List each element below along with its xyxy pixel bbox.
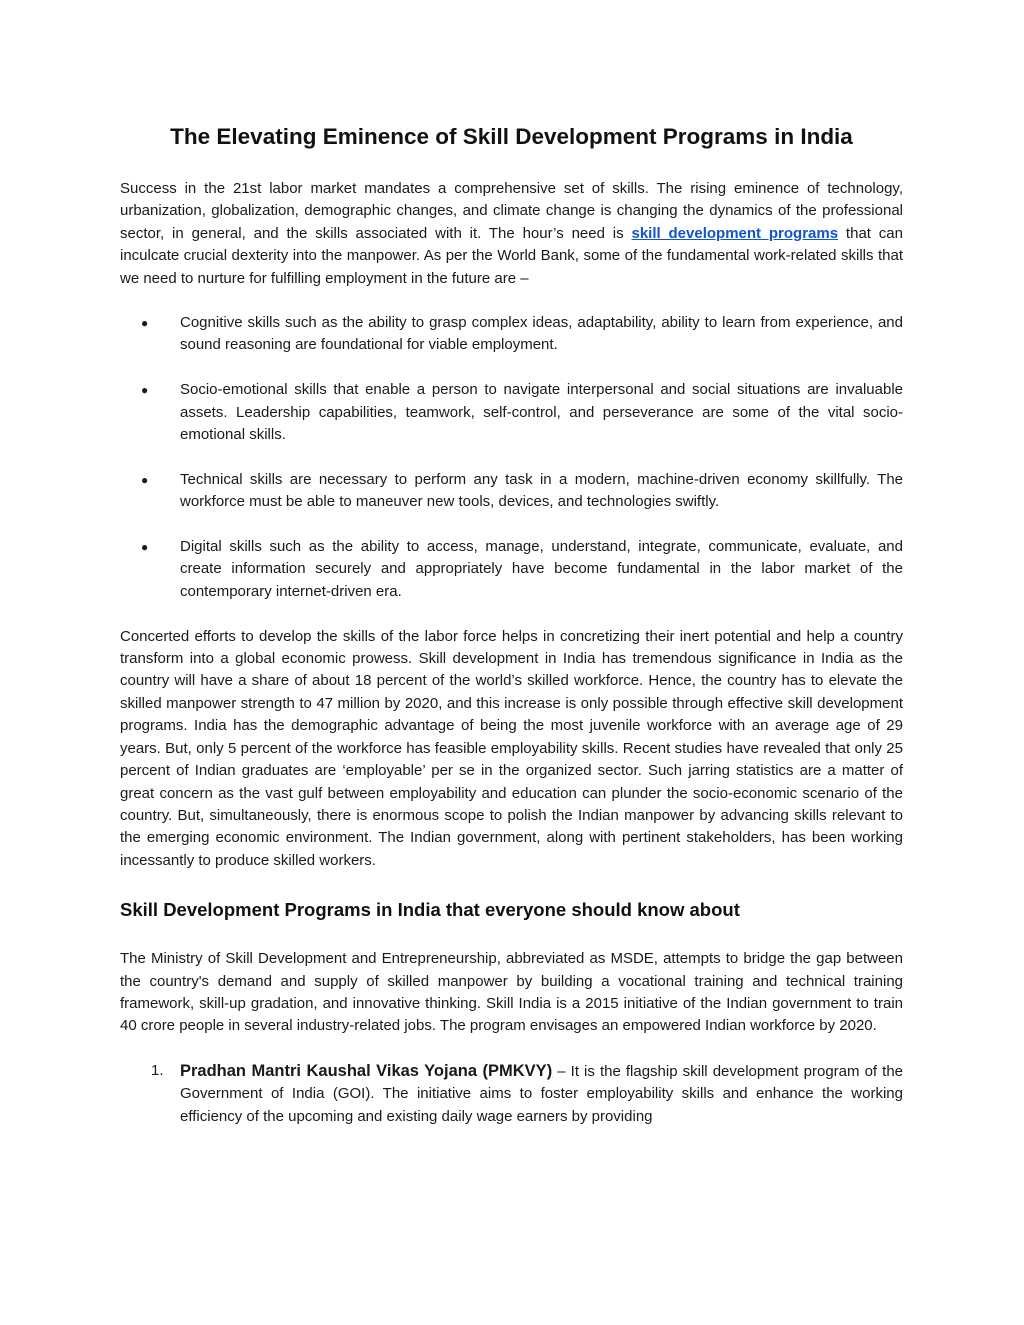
intro-paragraph [120,178,903,290]
bullet-icon: ● [141,472,149,487]
programs-numbered-list [120,1060,903,1128]
bullet-text: Digital skills such as the ability to access, manage, understand, integrate, communicate, evaluate, and create information securely and appropriately have become fundamental in the labor market of the contemporary internet-driven era. [180,538,903,600]
intro-text-before-link: Success in the 21st labor market mandates a comprehensive set of skills. The rising eminence of technology, urbanization, globalization, demographic changes, and climate change is changing the dynamics of the professional sector, in general, and the skills associated with it. The hour’s need is [120,180,903,242]
bullet-item-socio-emotional [120,379,903,446]
page-title: The Elevating Eminence of Skill Development Programs in India [170,124,853,149]
bullet-item-cognitive [120,312,903,357]
bullet-text: Technical skills are necessary to perform any task in a modern, machine-driven economy skillfully. The workforce must be able to maneuver new tools, devices, and technologies swiftly. [180,470,903,511]
bullet-icon: ● [141,316,149,331]
pmkvy-title-paren: ) [546,1061,553,1080]
body-paragraph-skills-significance: Concerted efforts to develop the skills of the labor force helps in concretizing their inert potential and help a country transform into a global economic prowess. Skill development in India has tremendous significance in India as the country will have a share of about 18 percent of the world’s skilled workforce. Hence, the country has to elevate the skilled manpower strength to 47 million by 2020, and this increase is only possible through effective skill development programs. India has the demographic advantage of being the most juvenile workforce with an average age of 29 years. But, only 5 percent of the workforce has feasible employability skills. Recent studies have revealed that only 25 percent of Indian graduates are ‘employable’ per se in the organized sector. Such jarring statistics are a matter of great concern as the vast gulf between employability and education can plunder the socio-economic scenario of the country. But, simultaneously, there is enormous scope to polish the Indian manpower by advancing skills relevant to the emerging economic environment. The Indian government, along with pertinent stakeholders, has been working incessantly to produce skilled workers. [120,627,903,869]
skills-bullet-list [120,312,903,603]
pmkvy-title: Pradhan Mantri Kaushal Vikas Yojana (PMKVY [180,1061,547,1080]
bullet-item-technical [120,469,903,514]
intro-text-after-link: that can inculcate crucial dexterity into the manpower. As per the World Bank, some of the fundamental work-related skills that we need to nurture for fulfilling employment in the future are – [120,224,903,287]
document-content [120,118,903,1128]
bullet-text: Cognitive skills such as the ability to grasp complex ideas, adaptability, ability to learn from experience, and sound reasoning are foundational for viable employment. [180,314,903,354]
section-heading: Skill Development Programs in India that everyone should know about [120,899,740,921]
bullet-icon: ● [141,383,149,398]
skill-development-programs-link[interactable]: skill development programs [631,224,839,242]
bullet-text: Socio-emotional skills that enable a person to navigate interpersonal and social situations are invaluable assets. Leadership capabilities, teamwork, self-control, and perseverance are some of the vital socio-emotional skills. [180,381,903,444]
numbered-item-pmkvy [120,1060,903,1128]
body-paragraph-msde: The Ministry of Skill Development and Entrepreneurship, abbreviated as MSDE, attempts to bridge the gap between the country's demand and supply of skilled manpower by building a vocational training and technical training framework, skill-up gradation, and innovative thinking. Skill India is a 2015 initiative of the Indian government to train 40 crore people in several industry-related jobs. The program envisages an empowered Indian workforce by 2020. [120,950,903,1035]
list-number: 1. [151,1061,164,1079]
bullet-icon: ● [141,540,149,555]
pmkvy-description: – It is the flagship skill development program of the Government of India (GOI). The initiative aims to foster employability skills and enhance the working efficiency of the upcoming and existing daily wage earners by providing [180,1062,903,1125]
bullet-item-digital [120,536,903,603]
